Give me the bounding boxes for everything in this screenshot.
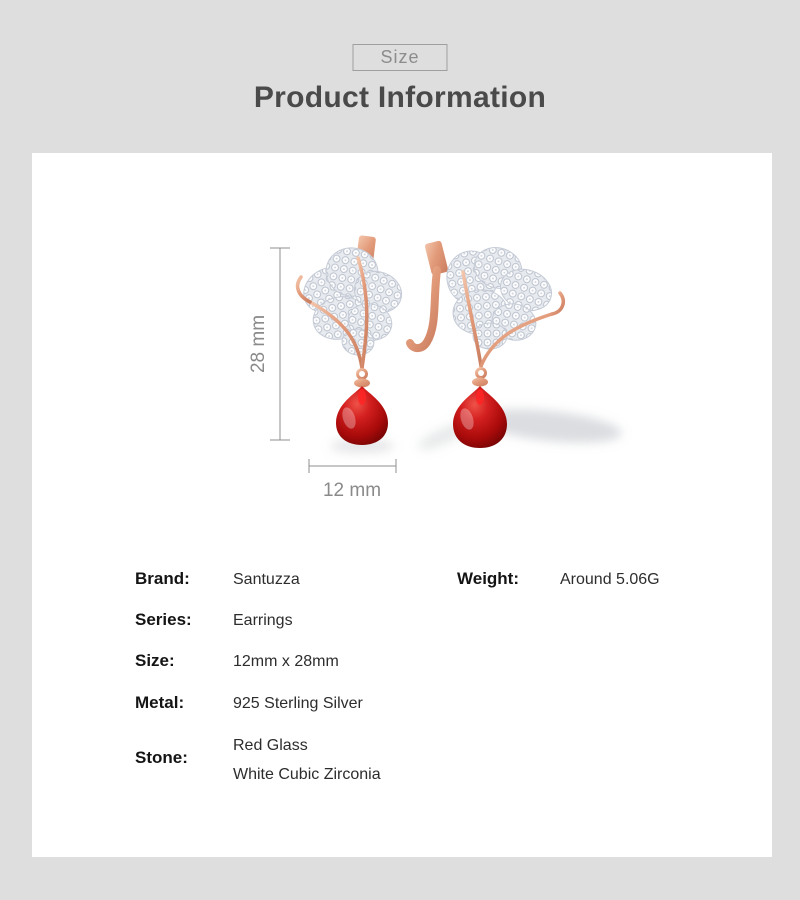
left-earring-illustration [296,235,407,445]
spec-value-weight: Around 5.06G [560,571,660,588]
spec-value-stone-1: Red Glass [233,737,308,754]
spec-value-stone-2: White Cubic Zirconia [233,766,381,783]
spec-label-size: Size: [135,651,175,670]
size-tag: Size [352,44,447,71]
spec-label-metal: Metal: [135,693,185,712]
height-dimension-label: 28 mm [248,314,269,374]
spec-value-series: Earrings [233,612,293,629]
spec-label-weight: Weight: [457,569,520,588]
earrings-product-image [240,230,640,510]
spec-value-metal: 925 Sterling Silver [233,695,363,712]
product-card [32,153,772,857]
spec-label-stone: Stone: [135,748,188,767]
spec-label-brand: Brand: [135,569,190,588]
spec-label-series: Series: [135,610,192,629]
width-dimension-label: 12 mm [322,480,382,501]
spec-value-size: 12mm x 28mm [233,653,339,670]
width-measure-line [309,459,396,473]
spec-value-brand: Santuzza [233,571,300,588]
page-title: Product Information [253,81,547,114]
height-measure-line [270,248,290,440]
